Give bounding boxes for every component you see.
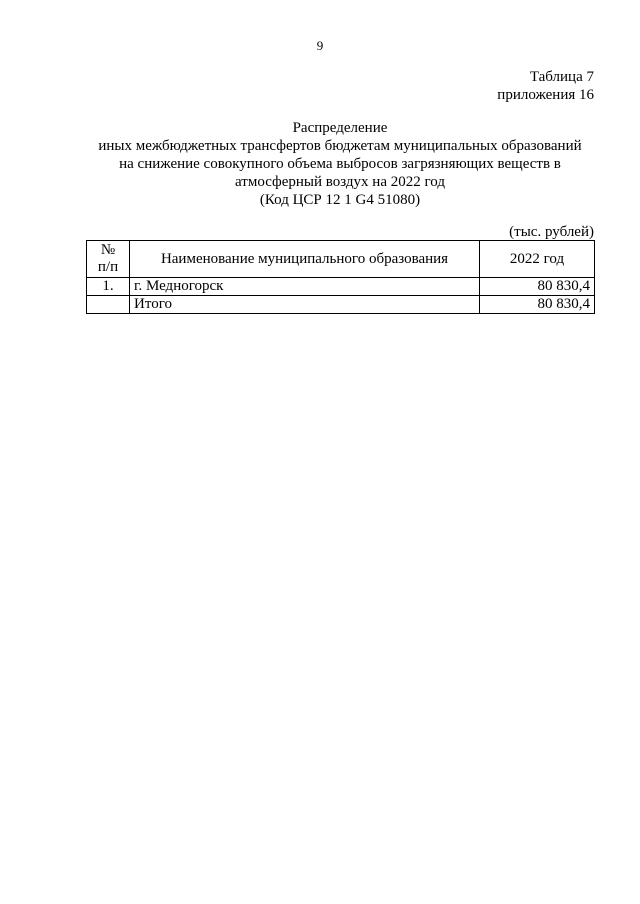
heading-line-3: на снижение совокупного объема выбросов загрязняющих веществ в [119,156,561,172]
row-name: г. Медногорск [130,278,480,296]
heading-line-2: иных межбюджетных трансфертов бюджетам муниципальных образований [98,138,582,154]
table-reference [497,68,594,104]
distribution-table [86,240,595,314]
page-number: 9 [316,38,324,53]
table-header-row [87,241,595,278]
heading-code-line: (Код ЦСР 12 1 G4 51080) [259,192,421,208]
document-heading [60,119,620,209]
row-value: 80 830,4 [480,278,595,296]
heading-line-4: атмосферный воздух на 2022 год [235,174,445,190]
total-number [87,296,130,314]
header-name: Наименование муниципального образования [130,241,480,278]
header-number-line-2: п/п [97,259,119,275]
table-reference-line: Таблица 7 [529,69,594,85]
header-number [87,241,130,278]
total-value: 80 830,4 [480,296,595,314]
total-label: Итого [130,296,480,314]
header-number-line-1: № [100,242,116,258]
table-total-row [87,296,595,314]
units-label: (тыс. рублей) [509,224,594,240]
header-value: 2022 год [480,241,595,278]
heading-line-1: Распределение [292,120,388,136]
row-number: 1. [87,278,130,296]
table-row [87,278,595,296]
appendix-reference-line: приложения 16 [497,87,594,103]
